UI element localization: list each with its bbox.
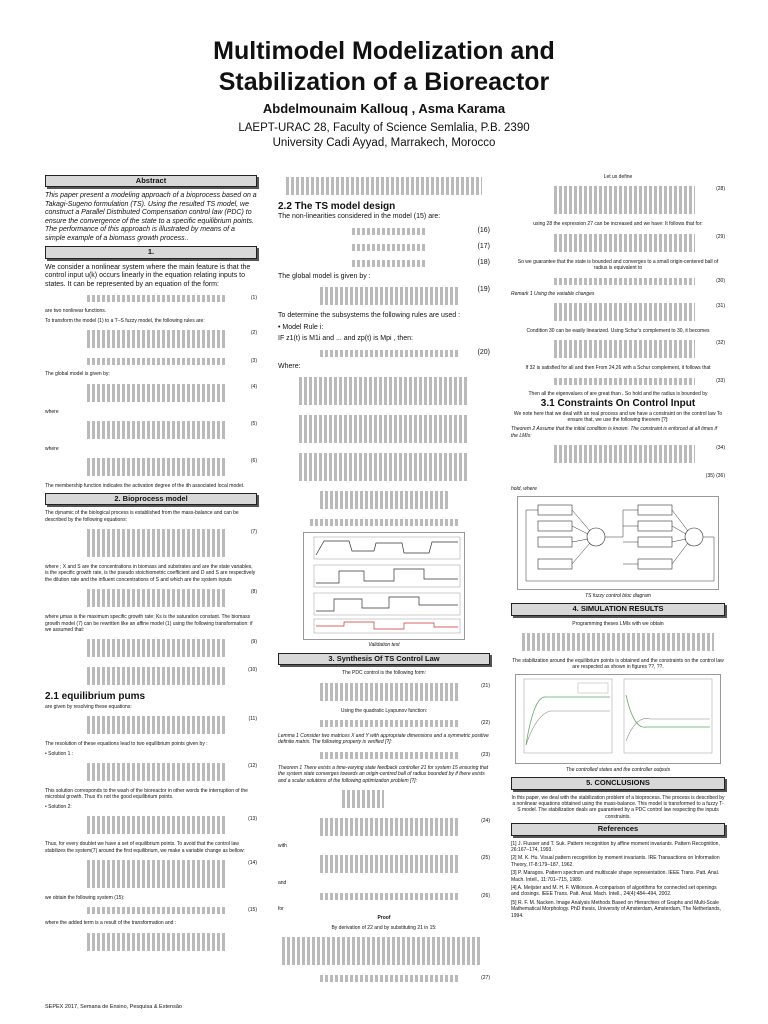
references-heading: References: [511, 823, 725, 835]
proof-derivation: [278, 934, 490, 970]
equation-32: (32): [511, 337, 725, 363]
equation-8: (8): [45, 586, 257, 612]
simulation-text-1: Programming theses LMIs with we obtain: [572, 620, 664, 627]
membership-text: The membership function indicates the activation degree of the ith associated local model.: [45, 483, 245, 490]
solution-1-label: • Solution 1 :: [45, 750, 74, 757]
pdc-text-1: The PDC control is the following form:: [342, 670, 426, 677]
state-curve-2: [526, 711, 610, 745]
validation-caption: Validation test: [368, 642, 400, 649]
equation-10: (10): [45, 664, 257, 690]
pdc-text-2: Using the quadratic Lyapunov function:: [340, 707, 428, 714]
equation-26: (26): [278, 890, 490, 904]
intro-text-3: To transform the model (1) to a T–S fuzzy model, the following rules are:: [45, 317, 205, 324]
equilibrium-text-6: where the added term is a result of the transformation and :: [45, 920, 177, 927]
theorem-1: Theorem 1 There exists a time-varying state feedback controller 21 for system 15 ensuring that the system state converges towards an origin-centred ball of radius bounded by if there exists and a scalar solutions of the following optimization problem [?]:: [278, 764, 489, 784]
gain-matrices: [511, 630, 725, 656]
column-3: [511, 172, 725, 921]
equation-16: (16): [278, 225, 490, 239]
ts-text-3: To determine the subsystems the following rules are used :: [278, 312, 461, 320]
equation-17: (17): [278, 241, 490, 255]
intro-text-2: are two nonlinear functions.: [45, 308, 107, 315]
col3-text-b: using 28 the expression 27 can be increased and we have: It follows that for:: [533, 221, 703, 228]
control-curve-1: [626, 695, 710, 727]
subplot-1-frame: [314, 537, 460, 559]
section-3-1-heading: 3.1 Constraints On Control Input: [540, 398, 696, 410]
equilibrium-text-3: This solution corresponds to the wash of the bioreactor in other words the interruption of the microbial growth. Thus it's not the good equilibrium points.: [45, 788, 248, 801]
with-label: with: [278, 843, 287, 850]
simulation-plots-svg: [516, 675, 720, 761]
controller-3-block: [538, 537, 572, 547]
equation-24: (24): [278, 815, 490, 841]
diagram-caption: TS fuzzy control bloc diagram: [585, 592, 651, 599]
simulation-text-2: The stabilization around the equilibrium points is obtained and the constraints on the control law are respected as shown in figures ??, ??.: [512, 657, 724, 671]
equilibrium-text-2: The resolution of these equations lead to two equilibrium points given by :: [45, 741, 208, 748]
equation-20: (20): [278, 347, 490, 361]
bioprocess-text-2: where ; X and S are the concentrations in biomass and substrates and are the state variables, is the specific growth rate, is the pseudo stoichiometric coefficient and D and S are respectively the dilution rate and the influent concentrations of S and which are the system inputs: [45, 563, 256, 583]
proof-label: Proof: [377, 915, 391, 922]
equation-33: (33): [511, 375, 725, 389]
validation-plot: [303, 532, 465, 640]
affiliation-line-1: LAEPT-URAC 28, Faculty of Science Semlalia, P.B. 2390: [238, 122, 530, 134]
abstract-heading: Abstract: [45, 175, 257, 187]
affiliation-line-2: University Cadi Ayyad, Marrakech, Morocco: [272, 137, 496, 149]
simulation-plots: [515, 674, 721, 764]
equation-18: (18): [278, 257, 490, 271]
equation-29: (29): [511, 231, 725, 257]
section-3-heading: 3. Synthesis Of TS Control Law: [278, 653, 490, 665]
title-line-1: Multimodel Modelization and: [213, 37, 555, 65]
theorem-2: Theorem 2 Assume that the initial condition is known. The constraint is enforced at all times if the LMIs:: [511, 426, 718, 439]
col3-text-c: So we guarantee that the state is bounded and converges to a small origin-centered ball of radius is equivalent to: [517, 258, 719, 272]
equation-3: (3): [45, 355, 257, 369]
equation-2: (2): [45, 327, 257, 353]
ts-text-2: The global model is given by :: [278, 272, 371, 280]
section-2-heading: 2. Bioprocess model: [45, 493, 257, 505]
state-curve-1: [526, 697, 610, 745]
where-text: where: [45, 408, 59, 415]
where-text-2: where: [45, 445, 59, 452]
equation-25: (25): [278, 852, 490, 878]
reference-5: [5] R. F. M. Nacken. Image Analysis Methods Based on Hierarchies of Graphs and Multi-Scale Mathematical Morphology. PhD thesis, University of Amsterdam, Amsterdam, The Netherlands, 1994.: [511, 899, 721, 919]
col3-text-e: If 32 is satisfied for all and then From 24,26 with a Schur complement, it follows that: [525, 365, 711, 372]
control-block-diagram: [517, 496, 719, 590]
equation-11: (11): [45, 713, 257, 739]
solution-2-label: • Solution 2:: [45, 803, 72, 810]
equation-34: (34): [511, 442, 725, 468]
matrix-definitions: [278, 174, 490, 200]
hold-text: hold, where: [511, 486, 537, 493]
reference-3: [3] P. Maragos. Pattern spectrum and multiscale shape representation. IEEE Trans. Patt. Anal. Mach. Intell., 11:701–715, 1989.: [511, 870, 720, 883]
equation-14: (14): [45, 857, 257, 893]
matrices-equalities: [278, 516, 490, 530]
subplot-3-line: [316, 597, 458, 611]
equation-13: (13): [45, 813, 257, 839]
remark-1: Remark 1 Using the variable changes: [511, 290, 595, 297]
equation-15: (15): [45, 904, 257, 918]
intro-text: We consider a nonlinear system where the main feature is that the control input u(k) occurs linearly in the equation relating inputs to states. It can be represented by an equation of the form:: [45, 263, 251, 288]
matrices-g: [278, 488, 490, 514]
block-diagram-svg: [518, 497, 718, 587]
equation-19: (19): [278, 284, 490, 310]
section-2-1-heading: 2.1 equilibrium pums: [45, 691, 146, 703]
equation-23: (23): [278, 749, 490, 763]
equilibrium-text-5: we obtain the following system (15):: [45, 895, 125, 902]
reference-2: [2] M. K. Hu. Visual pattern recognition by moment invariants. IRE Transactions on Information Theory, IT-8:179–187, 1962.: [511, 855, 720, 868]
equation-21: (21): [278, 680, 490, 706]
for-label: for: [278, 905, 284, 912]
equation-31: (31): [511, 300, 725, 326]
subplot-4-line: [316, 622, 458, 629]
equation-30: (30): [511, 275, 725, 289]
equation-27: (27): [278, 972, 490, 986]
equation-7: (7): [45, 526, 257, 562]
let-us-define: Let us define: [603, 174, 633, 180]
footer: SEPEX 2017, Semana de Ensino, Pesquisa & Extensão: [45, 1004, 182, 1010]
controller-1-block: [538, 505, 572, 515]
control-curve-2: [626, 718, 710, 741]
equation-15b: [45, 930, 257, 956]
equation-12: (12): [45, 760, 257, 786]
reference-1: [1] J. Flusser and T. Suk. Pattern recognition by affine moment invariants. Pattern Recognition, 26:167–174, 1993.: [511, 840, 720, 853]
matrices-c: [278, 450, 490, 486]
validation-plot-svg: [304, 533, 464, 637]
bioprocess-text-3: where μmax is the maximum specific growth rate; Ks is the saturation constant. The biomass growth model (7) can be rewritten like an affine model (1) using the following transformation: if we assumed that:: [45, 614, 253, 633]
proof-text: By derivation of 22 and by substituting 21 in 15:: [331, 924, 437, 931]
optimization-problem: [278, 787, 490, 813]
subplot-2-line: [316, 569, 458, 583]
equation-6: (6): [45, 455, 257, 481]
model-2-block: [638, 521, 672, 531]
control-plot-frame: [624, 679, 712, 753]
equation-5: (5): [45, 418, 257, 444]
section-5-heading: 5. CONCLUSIONS: [511, 777, 725, 789]
model-1-block: [638, 505, 672, 515]
col3-text-f: Then all the eigenvalues of are great than . So hold and the radius is bounded by: [528, 390, 708, 397]
title-line-2: Stabilization of a Bioreactor: [218, 68, 550, 96]
ts-text-1: The non-linearities considered in the model (15) are:: [278, 213, 441, 221]
reference-4: [4] A. Meijster and M. H. F. Wilkinson. A comparison of algorithms for connected set openings and closings. IEEE Trans. Patt. Anal. Mach. Intell., 24(4):484–494, 2002.: [511, 885, 717, 898]
equilibrium-text-4: Thus, for every doublet we have a set of equilibrium points. To avoid that the control law stabilizes the system(7) around the first equilibrium, we make a variable change as bellow:: [45, 841, 245, 854]
controller-8-block: [538, 559, 572, 569]
equation-9: (9): [45, 636, 257, 662]
column-1: [45, 172, 257, 958]
state-plot-legend: [578, 683, 608, 693]
model-8-block: [638, 559, 672, 569]
section-4-heading: 4. SIMULATION RESULTS: [511, 603, 725, 615]
conclusion-text: In this paper, we deal with the stabilization problem of a bioprocess. The process is described by a nonlinear equations obtained using the mass-balance. This model is transformed to a fuzzy T-S model. The stabilization deals are guaranteed by a PDC control law respecting the inputs constraints.: [511, 794, 725, 820]
section-2-2-heading: 2.2 The TS model design: [278, 201, 396, 212]
and-label: and: [278, 880, 287, 887]
simulation-caption: The controlled states and the controller outputs: [565, 766, 671, 773]
authors: Abdelmounaim Kallouq , Asma Karama: [262, 101, 506, 116]
where-label: Where:: [278, 362, 301, 370]
col3-text-d: Condition 30 can be easily linearized. Using Schur's complement to 30, it becomes: [526, 328, 710, 335]
subplot-2-frame: [314, 565, 460, 587]
equation-28: (28): [511, 183, 725, 219]
model-3-block: [638, 537, 672, 547]
abstract-text: This paper present a modeling approach of a bioprocess based on a Takagi-Sugeno formulation (TS). Using the resulted TS model, we construct a Parallel Distributed Compensation control law (PDC) to ensure the convergence of the state to a specific equilibrium points. The performance of this approach is illustrated by means of a simple example of a biomass growth process..: [45, 192, 257, 242]
lemma-1: Lemma 1 Consider two matrices X and Y with appropriate dimensions and a symmetric positive definite matrix. The following property is verified [?]:: [278, 733, 489, 746]
bioprocess-text-1: The dynamic of the biological process is established from the mass-balance and can be described by the following equations:: [45, 510, 239, 523]
matrices-b: [278, 412, 490, 448]
rule-label: • Model Rule i:: [278, 323, 324, 331]
matrices-a: [278, 374, 490, 410]
subplot-1-line: [316, 541, 458, 555]
section-1-heading: 1.: [45, 246, 257, 258]
equation-22: (22): [278, 717, 490, 731]
constraints-text: We note here that we deal with an real process and we have a constraint on the control law To ensure that, we use the following theorem [?]:: [513, 410, 723, 424]
global-model-text: The global model is given by:: [45, 371, 110, 378]
equation-1: (1): [45, 292, 257, 306]
equilibrium-text-1: are given by resolving these equations:: [45, 703, 132, 710]
controller-2-block: [538, 521, 572, 531]
equation-35-36: (35) (36): [511, 470, 725, 484]
column-2: [278, 172, 490, 988]
equation-4: (4): [45, 381, 257, 407]
rule-text: IF z1(t) is M1i and ... and zp(t) is Mpi , then:: [278, 335, 413, 343]
subplot-3-frame: [314, 593, 460, 615]
